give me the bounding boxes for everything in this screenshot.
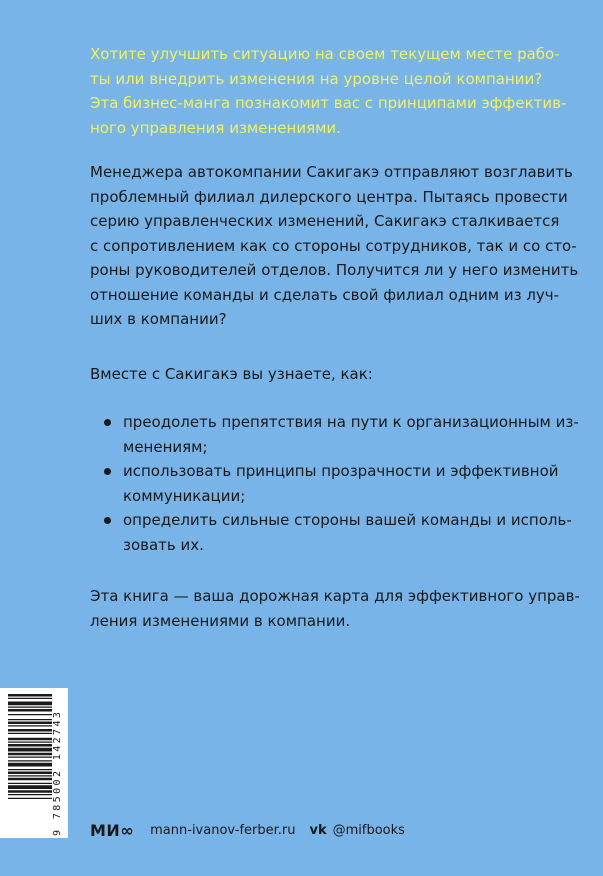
barcode-bar [8,702,52,706]
list-item-line: менениям; [123,437,208,456]
barcode-bar [8,744,52,747]
barcode-bar [8,709,52,712]
publisher-logo: МИ∞ [90,820,135,840]
barcode-bar [8,729,52,732]
barcode-bar [8,763,52,767]
bullet-icon [104,517,111,524]
story-line: роны руководителей отделов. Получится ли у него изменить [90,261,579,279]
bullet-icon [104,468,111,475]
list-item [90,410,590,459]
barcode-bar [8,769,52,770]
list-item [90,508,590,557]
intro-line: ного управления изменениями. [90,118,341,137]
story-line: проблемный филиал дилерского центра. Пытаясь провести [90,187,568,206]
list-item [90,459,590,508]
vk-icon[interactable]: vk [309,822,327,838]
intro-line: Эта бизнес-манга познакомит вас с принципами эффектив- [90,94,567,112]
website-link[interactable]: mann-ivanov-ferber.ru [150,822,296,838]
barcode-bar [8,778,52,781]
intro-line: Хотите улучшить ситуацию на своем текущем месте рабо- [90,45,560,63]
closing-line: Эта книга — ваша дорожная карта для эффективного управ- [90,587,580,605]
list-item-line: коммуникации; [123,486,246,505]
learn-intro-paragraph [90,362,590,387]
story-line: с сопротивлением как со стороны сотрудников, так и со сто- [90,236,577,255]
barcode-bar [8,738,52,741]
barcode-bar [8,798,52,799]
barcode-bar [8,794,52,795]
barcode-bar [8,790,52,793]
barcode-bars [8,694,52,832]
list-item-line: определить сильные стороны вашей команды и исполь- [123,511,572,529]
barcode-bar [8,760,52,761]
isbn-barcode [0,688,68,838]
barcode-bar [8,719,52,720]
list-item-line: использовать принципы прозрачности и эффективной [123,462,559,480]
barcode-bar [8,707,52,708]
list-item-line: зовать их. [123,535,204,554]
barcode-bar [8,698,52,699]
intro-line: ты или внедрить изменения на уровне целой компании? [90,69,543,88]
closing-line: ления изменениями в компании. [90,611,351,630]
story-line: ших в компании? [90,310,227,328]
barcode-bar [8,733,52,734]
story-line: отношение команды и сделать свой филиал одним из луч- [90,285,560,304]
bullet-icon [104,419,111,426]
barcode-bar [8,694,52,697]
barcode-bar [8,714,52,715]
barcode-bar [8,757,52,758]
story-line: Менеджера автокомпании Сакигакэ отправляют возглавить [90,163,573,181]
benefits-list [90,410,590,557]
story-paragraph [90,160,590,332]
story-line: серию управленческих изменений, Сакигакэ сталкивается [90,212,560,230]
intro-paragraph [90,42,590,140]
social-handle[interactable]: @mifbooks [332,822,405,838]
barcode-bar [8,725,52,726]
list-item-line: преодолеть препятствия на пути к организационным из- [123,413,579,431]
barcode-bar [8,783,52,784]
barcode-bar [8,753,52,756]
barcode-bar [8,772,52,775]
barcode-bar [8,722,52,725]
barcode-bar [8,742,52,743]
barcode-bar [8,775,52,776]
publisher-footer [90,820,405,840]
barcode-bar [8,748,52,752]
learn-intro-line: Вместе с Сакигакэ вы узнаете, как: [90,365,373,383]
barcode-bar [8,785,52,789]
barcode-digits: 9 785002 142743 [52,709,63,836]
closing-paragraph [90,584,590,633]
